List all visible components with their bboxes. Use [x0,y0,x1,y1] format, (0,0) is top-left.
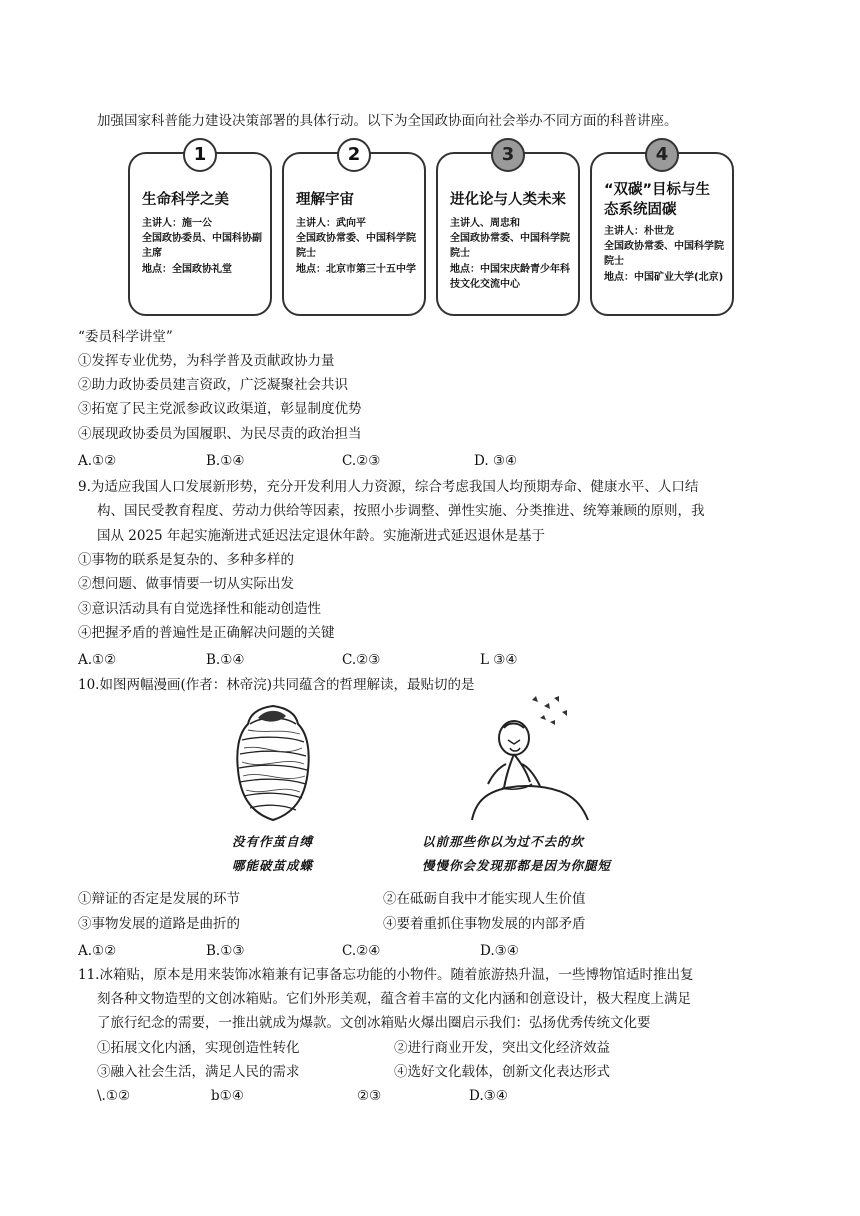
q11-item-4: ④选好文化载体，创新文化表达形式 [394,1064,610,1080]
lecture-role: 全国政协常委、中国科学院院士 [604,241,724,267]
lecture-card-2 [282,144,426,316]
q8-option-b[interactable]: B.①④ [206,453,245,469]
q11-option-a[interactable]: \.①② [97,1088,131,1104]
q10-item-1: ①辩证的否定是发展的环节 [78,891,240,907]
lecture-speaker: 主讲人：武向平 [296,218,366,229]
q10-item-2: ②在砥砺自我中才能实现人生价值 [383,891,586,907]
q8-lead: “委员科学讲堂” [78,329,173,345]
q10-option-a[interactable]: A.①② [78,943,117,959]
cartoon2-caption-line-2: 慢慢你会发现那都是因为你腿短 [422,858,612,873]
lecture-speaker: 主讲人：朴世龙 [604,226,674,237]
lecture-venue: 地点：中国宋庆龄青少年科技文化交流中心 [450,264,570,290]
q11-item-1: ①拓展文化内涵，实现创造性转化 [97,1040,300,1056]
q8-item-3: ③拓宽了民主党派参政议政渠道，彰显制度优势 [78,401,362,417]
q10-option-c[interactable]: C.②④ [342,943,381,959]
q11-stem-line-1: 11.冰箱贴，原本是用来装饰冰箱兼有记事备忘功能的小物件。随着旅游热升温，一些博物馆适时推出复 [78,967,694,983]
lecture-role: 全国政协委员、中国科协副主席 [142,233,262,259]
q9-option-a[interactable]: A.①② [78,652,117,668]
number-badge-icon: 2 [337,138,371,172]
lecture-speaker: 主讲人、周忠和 [450,218,520,229]
sweating-man-cartoon-image [470,692,590,822]
q9-stem-line-2: 构、国民受教育程度、劳动力供给等因素，按照小步调整、弹性实施、分类推进、统筹兼顾的原则，我 [97,503,705,519]
lecture-venue: 地点：中国矿业大学(北京) [604,272,724,283]
lecture-title: 理解宇宙 [296,192,354,208]
q10-item-4: ④要着重抓住事物发展的内部矛盾 [383,916,586,932]
q11-option-b[interactable]: b①④ [211,1088,244,1104]
q11-option-c[interactable]: ②③ [357,1088,382,1104]
lecture-title: 进化论与人类未来 [450,192,566,208]
cartoon2-caption-line-1: 以前那些你以为过不去的坎 [422,834,585,849]
q11-option-d[interactable]: D.③④ [469,1088,508,1104]
number-badge-icon: 1 [183,138,217,172]
q10-option-d[interactable]: D.③④ [480,943,519,959]
q8-item-1: ①发挥专业优势，为科学普及贡献政协力量 [78,353,335,369]
q9-item-4: ④把握矛盾的普遍性是正确解决问题的关键 [78,625,335,641]
lecture-role: 全国政协常委、中国科学院院士 [296,233,416,259]
cartoon1-caption-line-1: 没有作茧自缚 [232,834,314,849]
q11-item-2: ②进行商业开发，突出文化经济效益 [394,1040,610,1056]
q9-option-c[interactable]: C.②③ [342,652,381,668]
q8-option-d[interactable]: D. ③④ [474,453,518,469]
q9-item-2: ②想问题、做事情要一切从实际出发 [78,576,294,592]
q8-option-c[interactable]: C.②③ [342,453,381,469]
lecture-venue: 地点：北京市第三十五中学 [296,264,416,275]
q9-stem-line-1: 9.为适应我国人口发展新形势，充分开发利用人力资源，综合考虑我国人均预期寿命、健康水平、人口结 [78,479,699,495]
q10-stem: 10.如图两幅漫画(作者：林帝浣)共同蕴含的哲理解读，最贴切的是 [78,677,475,693]
q11-stem-line-2: 刻各种文物造型的文创冰箱贴。它们外形美观，蕴含着丰富的文化内涵和创意设计，极大程度上满足 [97,991,691,1007]
q8-item-2: ②助力政协委员建言资政，广泛凝聚社会共识 [78,377,348,393]
q10-item-3: ③事物发展的道路是曲折的 [78,916,240,932]
lecture-title: 生命科学之美 [142,192,229,208]
lecture-card-3 [436,144,580,316]
number-badge-icon: 4 [645,138,679,172]
lecture-speaker: 主讲人：施一公 [142,218,212,229]
lecture-venue: 地点：全国政协礼堂 [142,264,232,275]
q9-option-d[interactable]: L ③④ [480,652,518,668]
q8-item-4: ④展现政协委员为国履职、为民尽责的政治担当 [78,426,362,442]
cartoon1-caption-line-2: 哪能破茧成蝶 [232,858,314,873]
lecture-role: 全国政协常委、中国科学院院士 [450,233,570,259]
intro-text: 加强国家科普能力建设决策部署的具体行动。以下为全国政协面向社会举办不同方面的科普讲座。 [97,113,678,129]
q10-option-b[interactable]: B.①③ [206,943,245,959]
q11-item-3: ③融入社会生活，满足人民的需求 [97,1064,300,1080]
cocoon-cartoon-image [228,700,318,825]
lecture-card-4 [590,144,734,316]
q9-option-b[interactable]: B.①④ [206,652,245,668]
q9-item-1: ①事物的联系是复杂的、多种多样的 [78,552,294,568]
lecture-card-1 [128,144,272,316]
q11-stem-line-3: 了旅行纪念的需要，一推出就成为爆款。文创冰箱贴火爆出圈启示我们：弘扬优秀传统文化要 [97,1015,651,1031]
lecture-title: “双碳”目标与生态系统固碳 [604,182,711,218]
q9-stem-line-3: 国从 2025 年起实施渐进式延迟法定退休年龄。实施渐进式延迟退休是基于 [97,528,545,544]
q8-option-a[interactable]: A.①② [78,453,117,469]
lecture-cards [124,140,740,318]
number-badge-icon: 3 [491,138,525,172]
q9-item-3: ③意识活动具有自觉选择性和能动创造性 [78,601,321,617]
